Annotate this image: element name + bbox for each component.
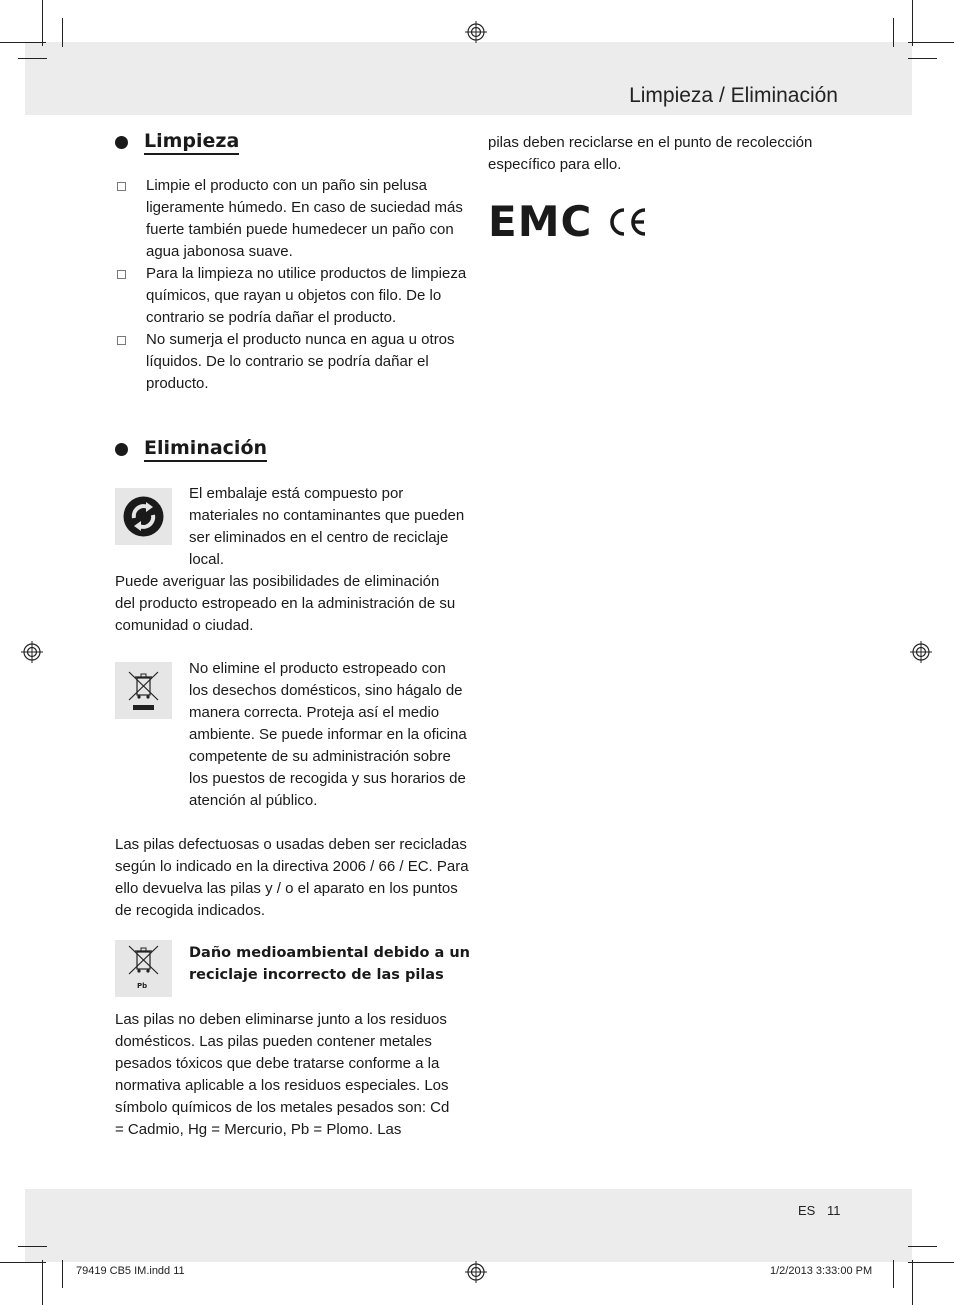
page-number: 11 <box>827 1203 841 1218</box>
section-heading-label: Eliminación <box>144 437 267 462</box>
section-heading-limpieza <box>115 130 239 155</box>
crop-mark <box>908 1262 954 1263</box>
section-heading-label: Limpieza <box>144 130 239 155</box>
weee-symbol-box <box>115 662 172 719</box>
crossed-bin-icon <box>115 662 172 719</box>
print-slug-date: 1/2/2013 3:33:00 PM <box>770 1265 873 1277</box>
checkbox-bullet-icon <box>117 336 126 345</box>
green-dot-recycling-icon <box>115 488 172 545</box>
crop-mark <box>912 0 913 46</box>
packaging-disposal-text: El embalaje está compuesto por materiales no contaminantes que pueden ser eliminados en el centro de reciclaje local. <box>189 485 465 568</box>
heavy-metals-text: Las pilas no deben eliminarse junto a los residuos domésticos. Las pilas pueden contener metales pesados tóxicos que debe tratarse conforme a la normativa aplicable a los residuos especiales. Los símbolo químicos de los metales pesados son: Cd = Cadmio, Hg = Mercurio, Pb = Plomo. Las <box>115 1011 450 1138</box>
emc-mark: EMC <box>488 197 593 246</box>
crop-mark <box>908 58 937 59</box>
ce-mark-icon <box>606 205 648 239</box>
crop-mark <box>18 58 47 59</box>
battery-recycling-continuation-text: pilas deben reciclarse en el punto de recolección específico para ello. <box>488 134 813 173</box>
disposal-options-text: Puede averiguar las posibilidades de eliminación del producto estropeado en la administración de su comunidad o ciudad. <box>115 573 456 634</box>
list-item <box>115 175 470 263</box>
registration-mark-icon <box>21 641 43 663</box>
crop-mark <box>893 18 894 47</box>
checkbox-bullet-icon <box>117 182 126 191</box>
crop-mark <box>908 1246 937 1247</box>
section-heading-eliminacion <box>115 437 267 462</box>
weee-disposal-text: No elimine el producto estropeado con los desechos domésticos, sino hágalo de manera correcta. Proteja así el medio ambiente. Se puede informar en la oficina competente de su administración sobre los puestos de recogida y sus horarios de atención al público. <box>189 660 467 809</box>
registration-mark-icon <box>910 641 932 663</box>
list-item-text: No sumerja el producto nunca en agua u otros líquidos. De lo contrario se podría dañar el producto. <box>146 331 455 392</box>
list-item-text: Para la limpieza no utilice productos de limpieza químicos, que rayan u objetos con filo. De lo contrario se podría dañar el producto. <box>146 265 467 326</box>
list-item <box>115 263 470 329</box>
battery-symbol-box <box>115 940 172 997</box>
battery-icon-label: Pb <box>137 982 148 990</box>
footer-band <box>25 1189 912 1262</box>
language-code: ES <box>798 1203 816 1218</box>
page-title: Limpieza / Eliminación <box>629 84 838 107</box>
crop-mark <box>0 42 46 43</box>
crop-mark <box>42 0 43 46</box>
registration-mark-icon <box>465 21 487 43</box>
crop-mark <box>908 42 954 43</box>
battery-directive-text: Las pilas defectuosas o usadas deben ser recicladas según lo indicado en la directiva 2006 / 66 / EC. Para ello devuelva las pilas y / o el aparato en los puntos de recogida indicados. <box>115 836 469 919</box>
crop-mark <box>893 1260 894 1288</box>
list-item <box>115 329 470 395</box>
bullet-dot-icon <box>115 136 128 149</box>
print-slug-file: 79419 CB5 IM.indd 11 <box>76 1265 185 1277</box>
crop-mark <box>62 18 63 47</box>
cleaning-instructions-list <box>115 175 470 395</box>
bullet-dot-icon <box>115 443 128 456</box>
crop-mark <box>42 1260 43 1305</box>
crop-mark <box>912 1260 913 1305</box>
battery-warning-text: Daño medioambiental debido a un reciclaje incorrecto de las pilas <box>189 945 470 983</box>
recycling-symbol-box <box>115 488 172 545</box>
checkbox-bullet-icon <box>117 270 126 279</box>
compliance-marks <box>488 198 648 246</box>
crop-mark <box>62 1260 63 1288</box>
crop-mark <box>0 1262 46 1263</box>
list-item-text: Limpie el producto con un paño sin pelusa ligeramente húmedo. En caso de suciedad más fuerte también puede humedecer un paño con agua jabonosa suave. <box>146 177 463 260</box>
registration-mark-icon <box>465 1261 487 1283</box>
crop-mark <box>18 1246 47 1247</box>
